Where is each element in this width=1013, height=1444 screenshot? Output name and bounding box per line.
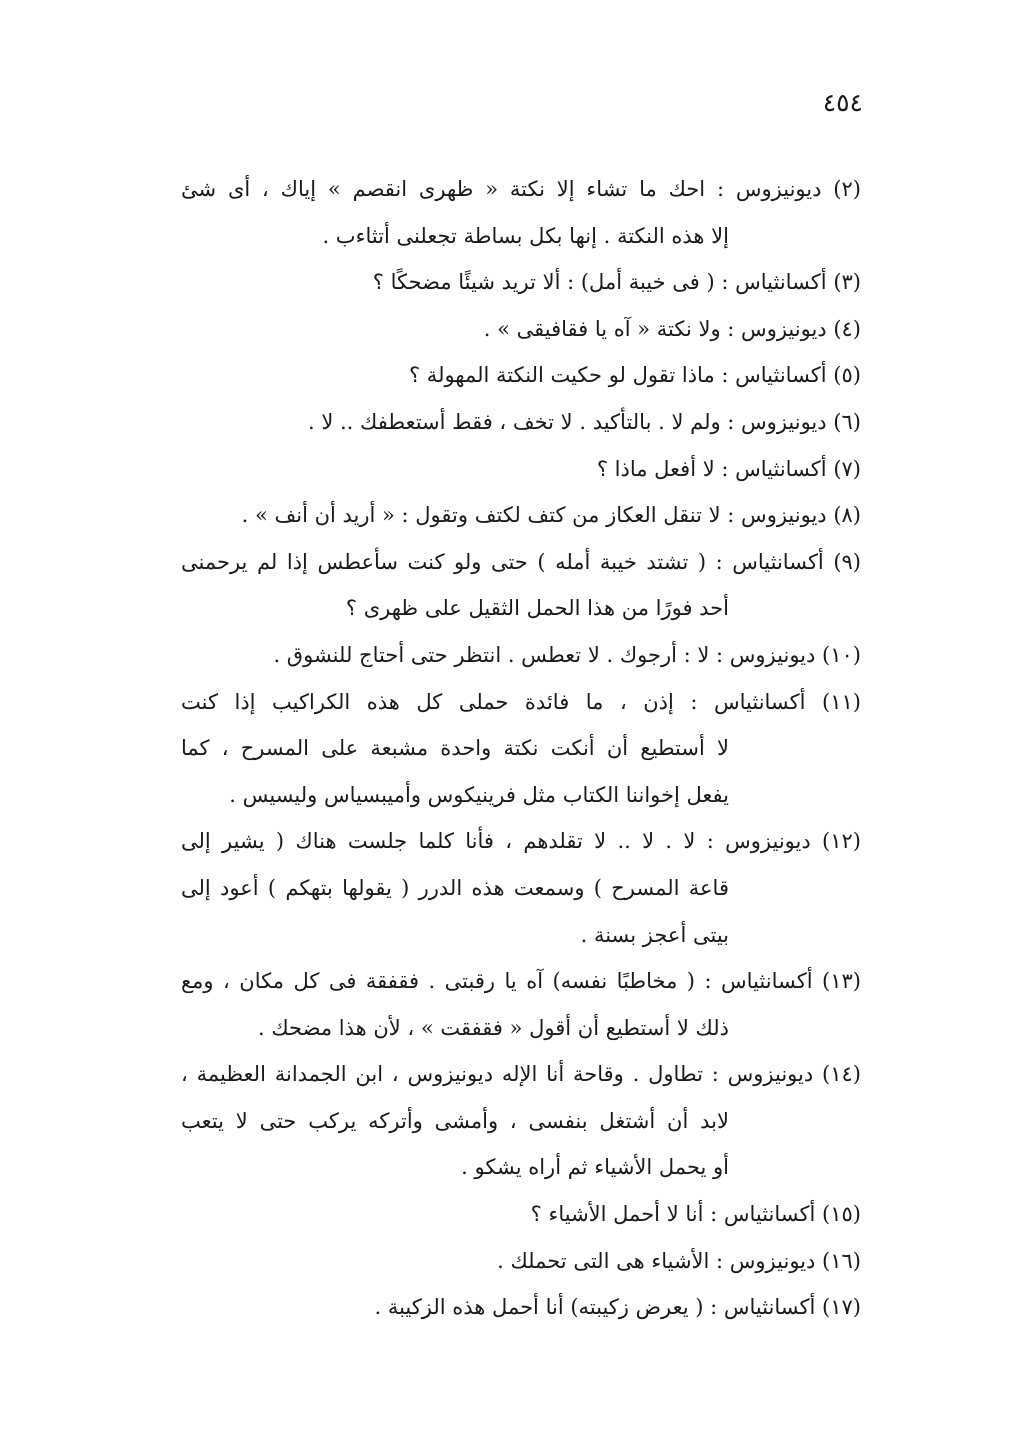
dialogue-line: (١٥) أكسانثياس : أنا لا أحمل الأشياء ؟ — [530, 1202, 861, 1227]
dialogue-line: (٧) أكسانثياس : لا أفعل ماذا ؟ — [596, 456, 861, 481]
page-number: ٤٥٤ — [822, 88, 863, 117]
dialogue-line: (٢) ديونيزوس : احك ما تشاء إلا نكتة « ظهرى انقصم » إياك ، أى شئ — [181, 177, 861, 201]
dialogue-line: أو يحمل الأشياء ثم أراه يشكو . — [461, 1155, 729, 1180]
dialogue-line: (١٦) ديونيزوس : الأشياء هى التى تحملك . — [497, 1248, 861, 1273]
dialogue-line: لا أستطيع أن أنكت نكتة واحدة مشبعة على المسرح ، كما — [181, 736, 729, 761]
dialogue-line: ذلك لا أستطيع أن أقول « فقفقت » ، لأن هذا مضحك . — [258, 1015, 729, 1040]
dialogue-line: (١٠) ديونيزوس : لا : أرجوك . لا تعطس . انتظر حتى أحتاج للنشوق . — [273, 642, 861, 667]
dialogue-line: (١٣) أكسانثياس : ( مخاطبًا نفسه) آه يا رقبتى . فقفقة فى كل مكان ، ومع — [181, 969, 861, 994]
dialogue-line: أحد فورًا من هذا الحمل الثقيل على ظهرى ؟ — [345, 596, 729, 621]
dialogue-line: (٣) أكسانثياس : ( فى خيبة أمل) : ألا تريد شيئًا مضحكًا ؟ — [372, 270, 861, 295]
dialogue-line: (٥) أكسانثياس : ماذا تقول لو حكيت النكتة المهولة ؟ — [408, 363, 861, 388]
dialogue-line: (١١) أكسانثياس : إذن ، ما فائدة حملى كل هذه الكراكيب إذا كنت — [181, 689, 861, 714]
dialogue-line: إلا هذه النكتة . إنها بكل بساطة تجعلنى أتثاءب . — [322, 223, 729, 248]
dialogue-text — [181, 166, 861, 1331]
dialogue-line: (١٢) ديونيزوس : لا . لا .. لا تقلدهم ، فأنا كلما جلست هناك ( يشير إلى — [181, 829, 861, 854]
dialogue-line: بيتى أعجز بسنة . — [580, 922, 729, 947]
dialogue-line: (٤) ديونيزوس : ولا نكتة « آه يا فقافيقى » . — [483, 316, 861, 341]
dialogue-line: (٦) ديونيزوس : ولم لا . بالتأكيد . لا تخف ، فقط أستعطفك .. لا . — [308, 409, 861, 434]
dialogue-line: لابد أن أشتغل بنفسى ، وأمشى وأتركه يركب حتى لا يتعب — [181, 1108, 729, 1133]
dialogue-line: (١٤) ديونيزوس : تطاول . وقاحة أنا الإله ديونيزوس ، ابن الجمدانة العظيمة ، — [181, 1062, 861, 1087]
dialogue-line: يفعل إخواننا الكتاب مثل فرينيكوس وأميبسياس وليسيس . — [229, 782, 729, 807]
dialogue-line: (٩) أكسانثياس : ( تشتد خيبة أمله ) حتى ولو كنت سأعطس إذا لم يرحمنى — [181, 549, 861, 574]
dialogue-line: قاعة المسرح ) وسمعت هذه الدرر ( يقولها بتهكم ) أعود إلى — [181, 875, 729, 900]
dialogue-line: (١٧) أكسانثياس : ( يعرض زكيبته) أنا أحمل هذه الزكيبة . — [374, 1295, 861, 1320]
dialogue-line: (٨) ديونيزوس : لا تنقل العكاز من كتف لكتف وتقول : « أريد أن أنف » . — [241, 503, 861, 528]
